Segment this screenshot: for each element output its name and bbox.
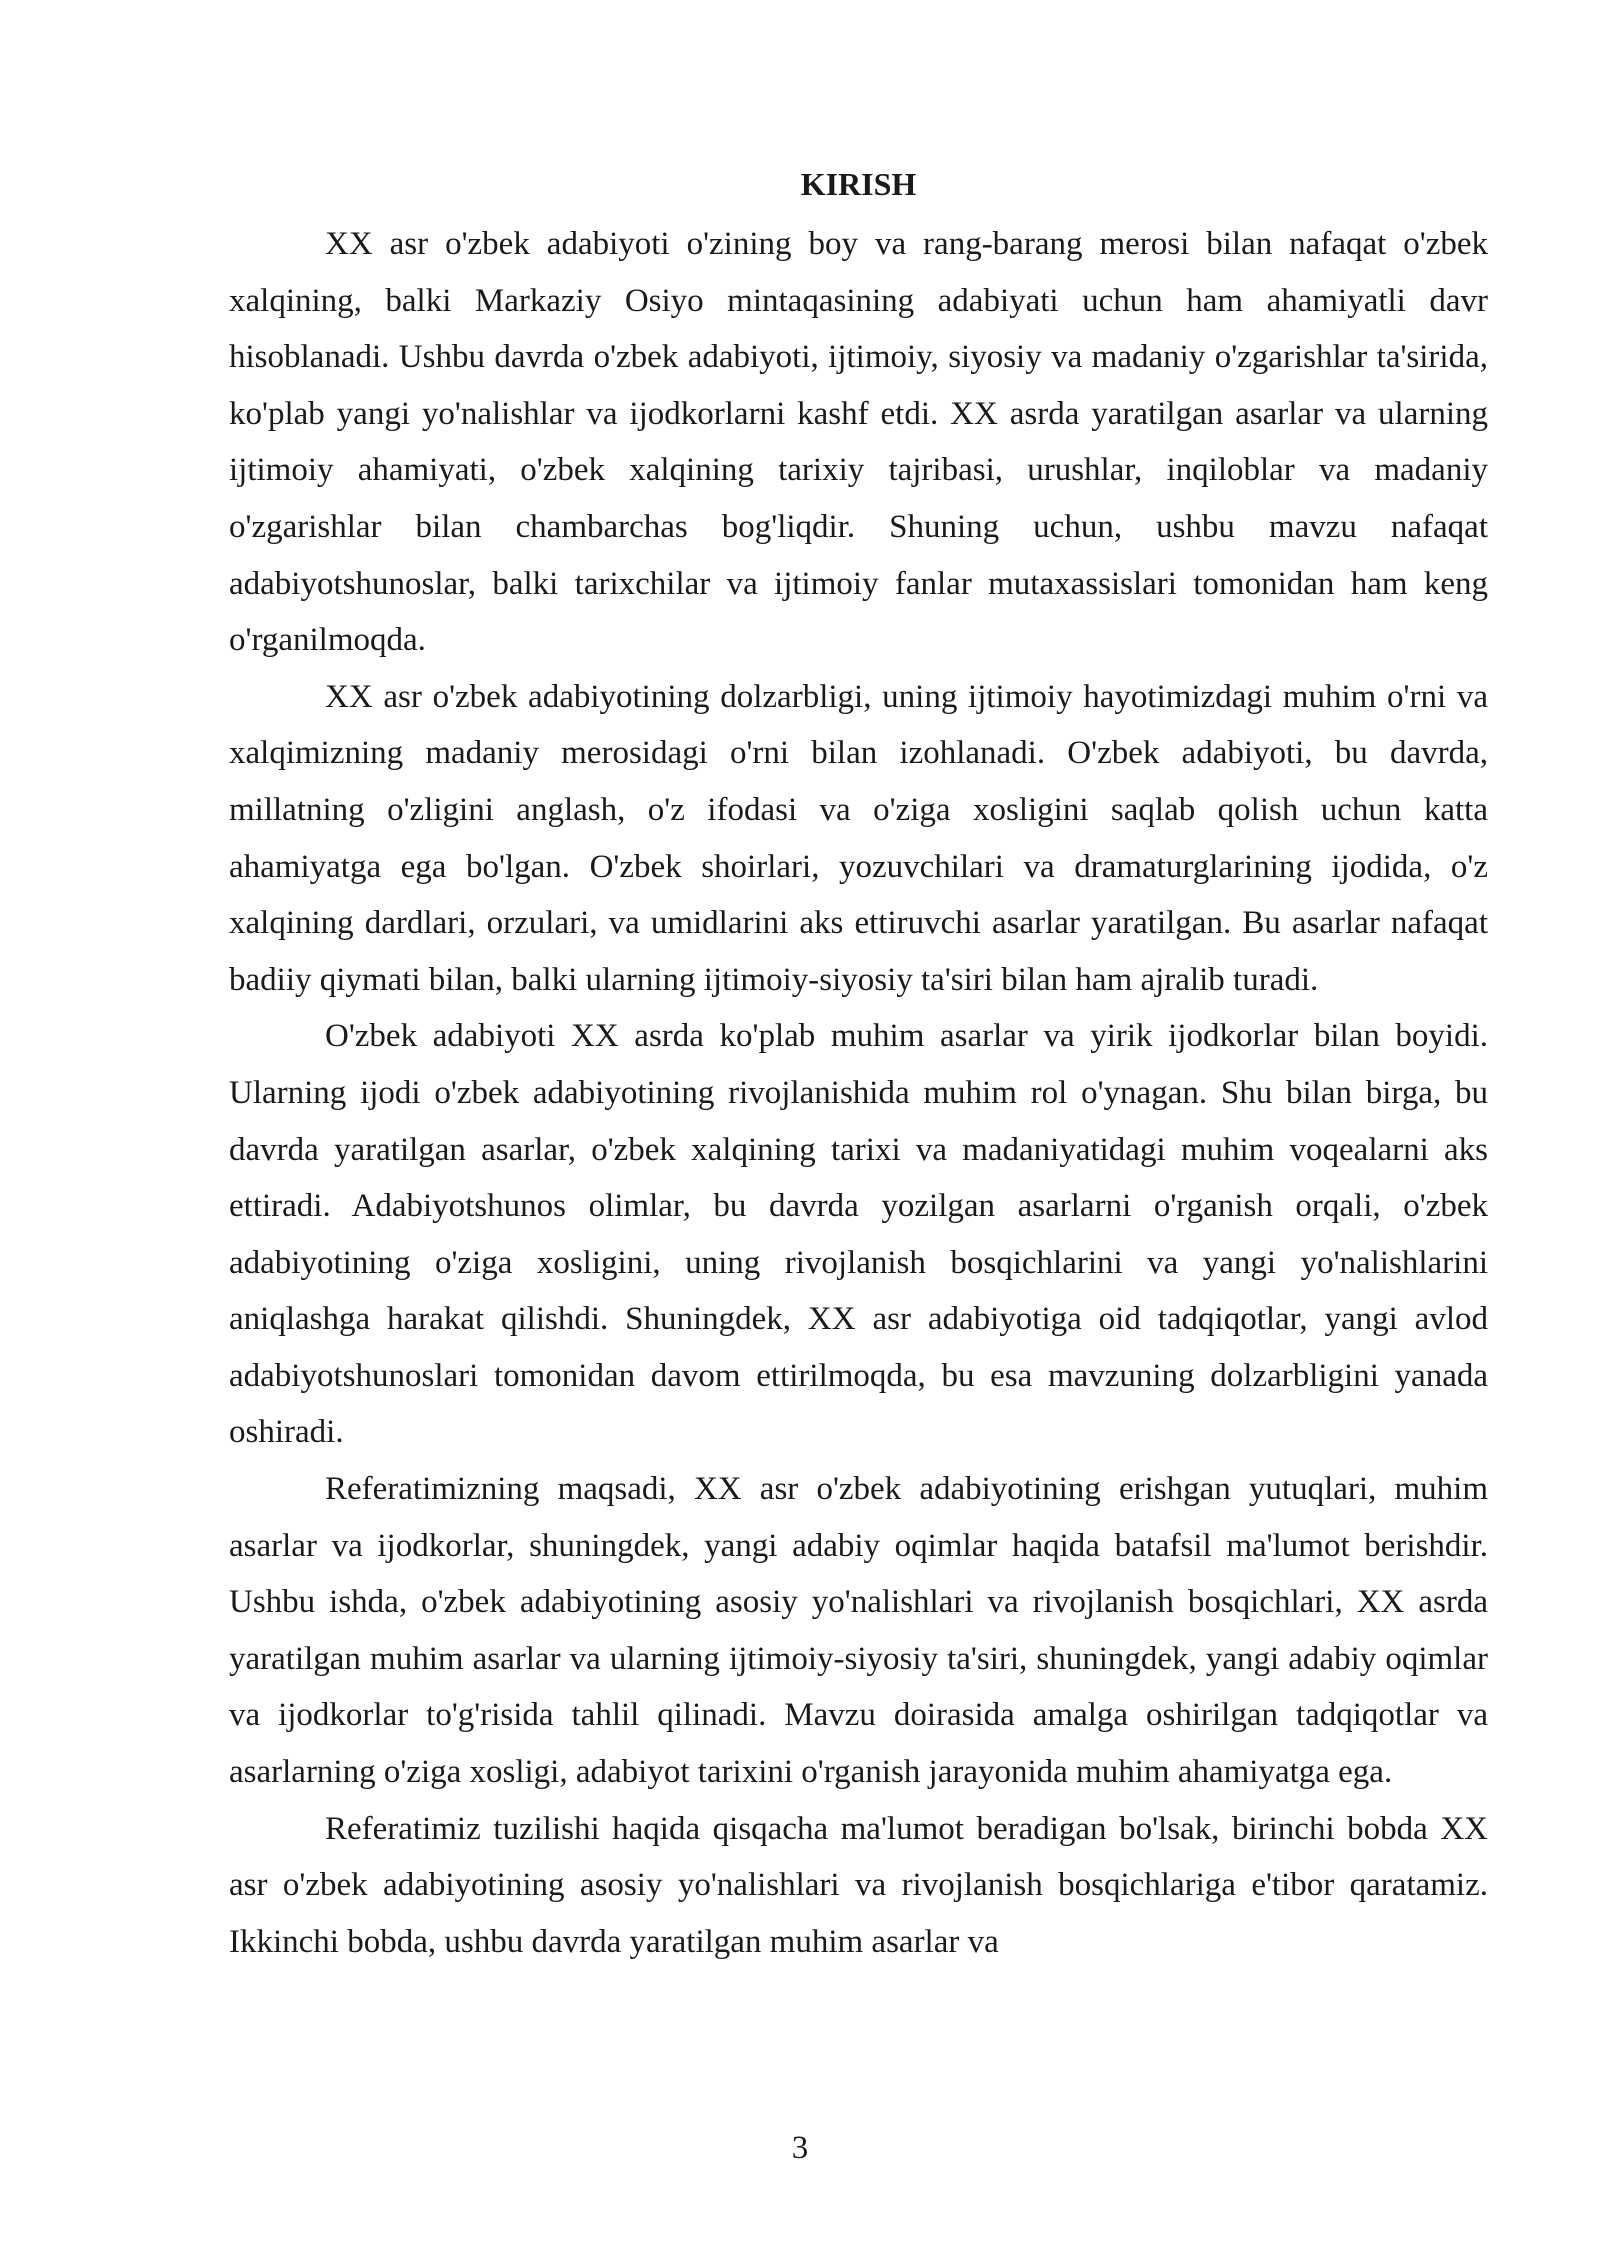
paragraph-2: XX asr o'zbek adabiyotining dolzarbligi, uning ijtimoiy hayotimizdagi muhim o'rni va xalqimizning madaniy merosidagi o'rni bilan izohlanadi. O'zbek adabiyoti, bu davrda, millatning o'zligini anglash, o'z ifodasi va o'ziga xosligini saqlab qolish uchun katta ahamiyatga ega bo'lgan. O'zbek shoirlari, yozuvchilari va dramaturglarining ijodida, o'z xalqining dardlari, orzulari, va umidlarini aks ettiruvchi asarlar yaratilgan. Bu asarlar nafaqat badiiy qiymati bilan, balki ularning ijtimoiy-siyosiy ta'siri bilan ham ajralib turadi. [229, 678, 1488, 998]
paragraph-3: O'zbek adabiyoti XX asrda ko'plab muhim asarlar va yirik ijodkorlar bilan boyidi. Ularning ijodi o'zbek adabiyotining rivojlanishida muhim rol o'ynagan. Shu bilan birga, bu davrda yaratilgan asarlar, o'zbek xalqining tarixi va madaniyatidagi muhim voqealarni aks ettiradi. Adabiyotshunos olimlar, bu davrda yozilgan asarlarni o'rganish orqali, o'zbek adabiyotining o'ziga xosligini, uning rivojlanish bosqichlarini va yangi yo'nalishlarini aniqlashga harakat qilishdi. Shuningdek, XX asr adabiyotiga oid tadqiqotlar, yangi avlod adabiyotshunoslari tomonidan davom ettirilmoqda, bu esa mavzuning dolzarbligini yanada oshiradi. [229, 1018, 1488, 1451]
document-page [229, 160, 1488, 1970]
section-title: KIRISH [800, 166, 917, 202]
paragraph-4: Referatimizning maqsadi, XX asr o'zbek adabiyotining erishgan yutuqlari, muhim asarlar va ijodkorlar, shuningdek, yangi adabiy oqimlar haqida batafsil ma'lumot berishdir. Ushbu ishda, o'zbek adabiyotining asosiy yo'nalishlari va rivojlanish bosqichlari, XX asrda yaratilgan muhim asarlar va ularning ijtimoiy-siyosiy ta'siri, shuningdek, yangi adabiy oqimlar va ijodkorlar to'g'risida tahlil qilinadi. Mavzu doirasida amalga oshirilgan tadqiqotlar va asarlarning o'ziga xosligi, adabiyot tarixini o'rganish jarayonida muhim ahamiyatga ega. [229, 1471, 1488, 1791]
page-number: 3 [791, 2130, 809, 2166]
paragraph-1: XX asr o'zbek adabiyoti o'zining boy va rang-barang merosi bilan nafaqat o'zbek xalqining, balki Markaziy Osiyo mintaqasining adabiyati uchun ham ahamiyatli davr hisoblanadi. Ushbu davrda o'zbek adabiyoti, ijtimoiy, siyosiy va madaniy o'zgarishlar ta'sirida, ko'plab yangi yo'nalishlar va ijodkorlarni kashf etdi. XX asrda yaratilgan asarlar va ularning ijtimoiy ahamiyati, o'zbek xalqining tarixiy tajribasi, urushlar, inqiloblar va madaniy o'zgarishlar bilan chambarchas bog'liqdir. Shuning uchun, ushbu mavzu nafaqat adabiyotshunoslar, balki tarixchilar va ijtimoiy fanlar mutaxassislari tomonidan ham keng o'rganilmoqda. [229, 226, 1488, 659]
paragraph-5: Referatimiz tuzilishi haqida qisqacha ma'lumot beradigan bo'lsak, birinchi bobda XX asr o'zbek adabiyotining asosiy yo'nalishlari va rivojlanish bosqichlariga e'tibor qaratamiz. Ikkinchi bobda, ushbu davrda yaratilgan muhim asarlar va [229, 1810, 1488, 1960]
